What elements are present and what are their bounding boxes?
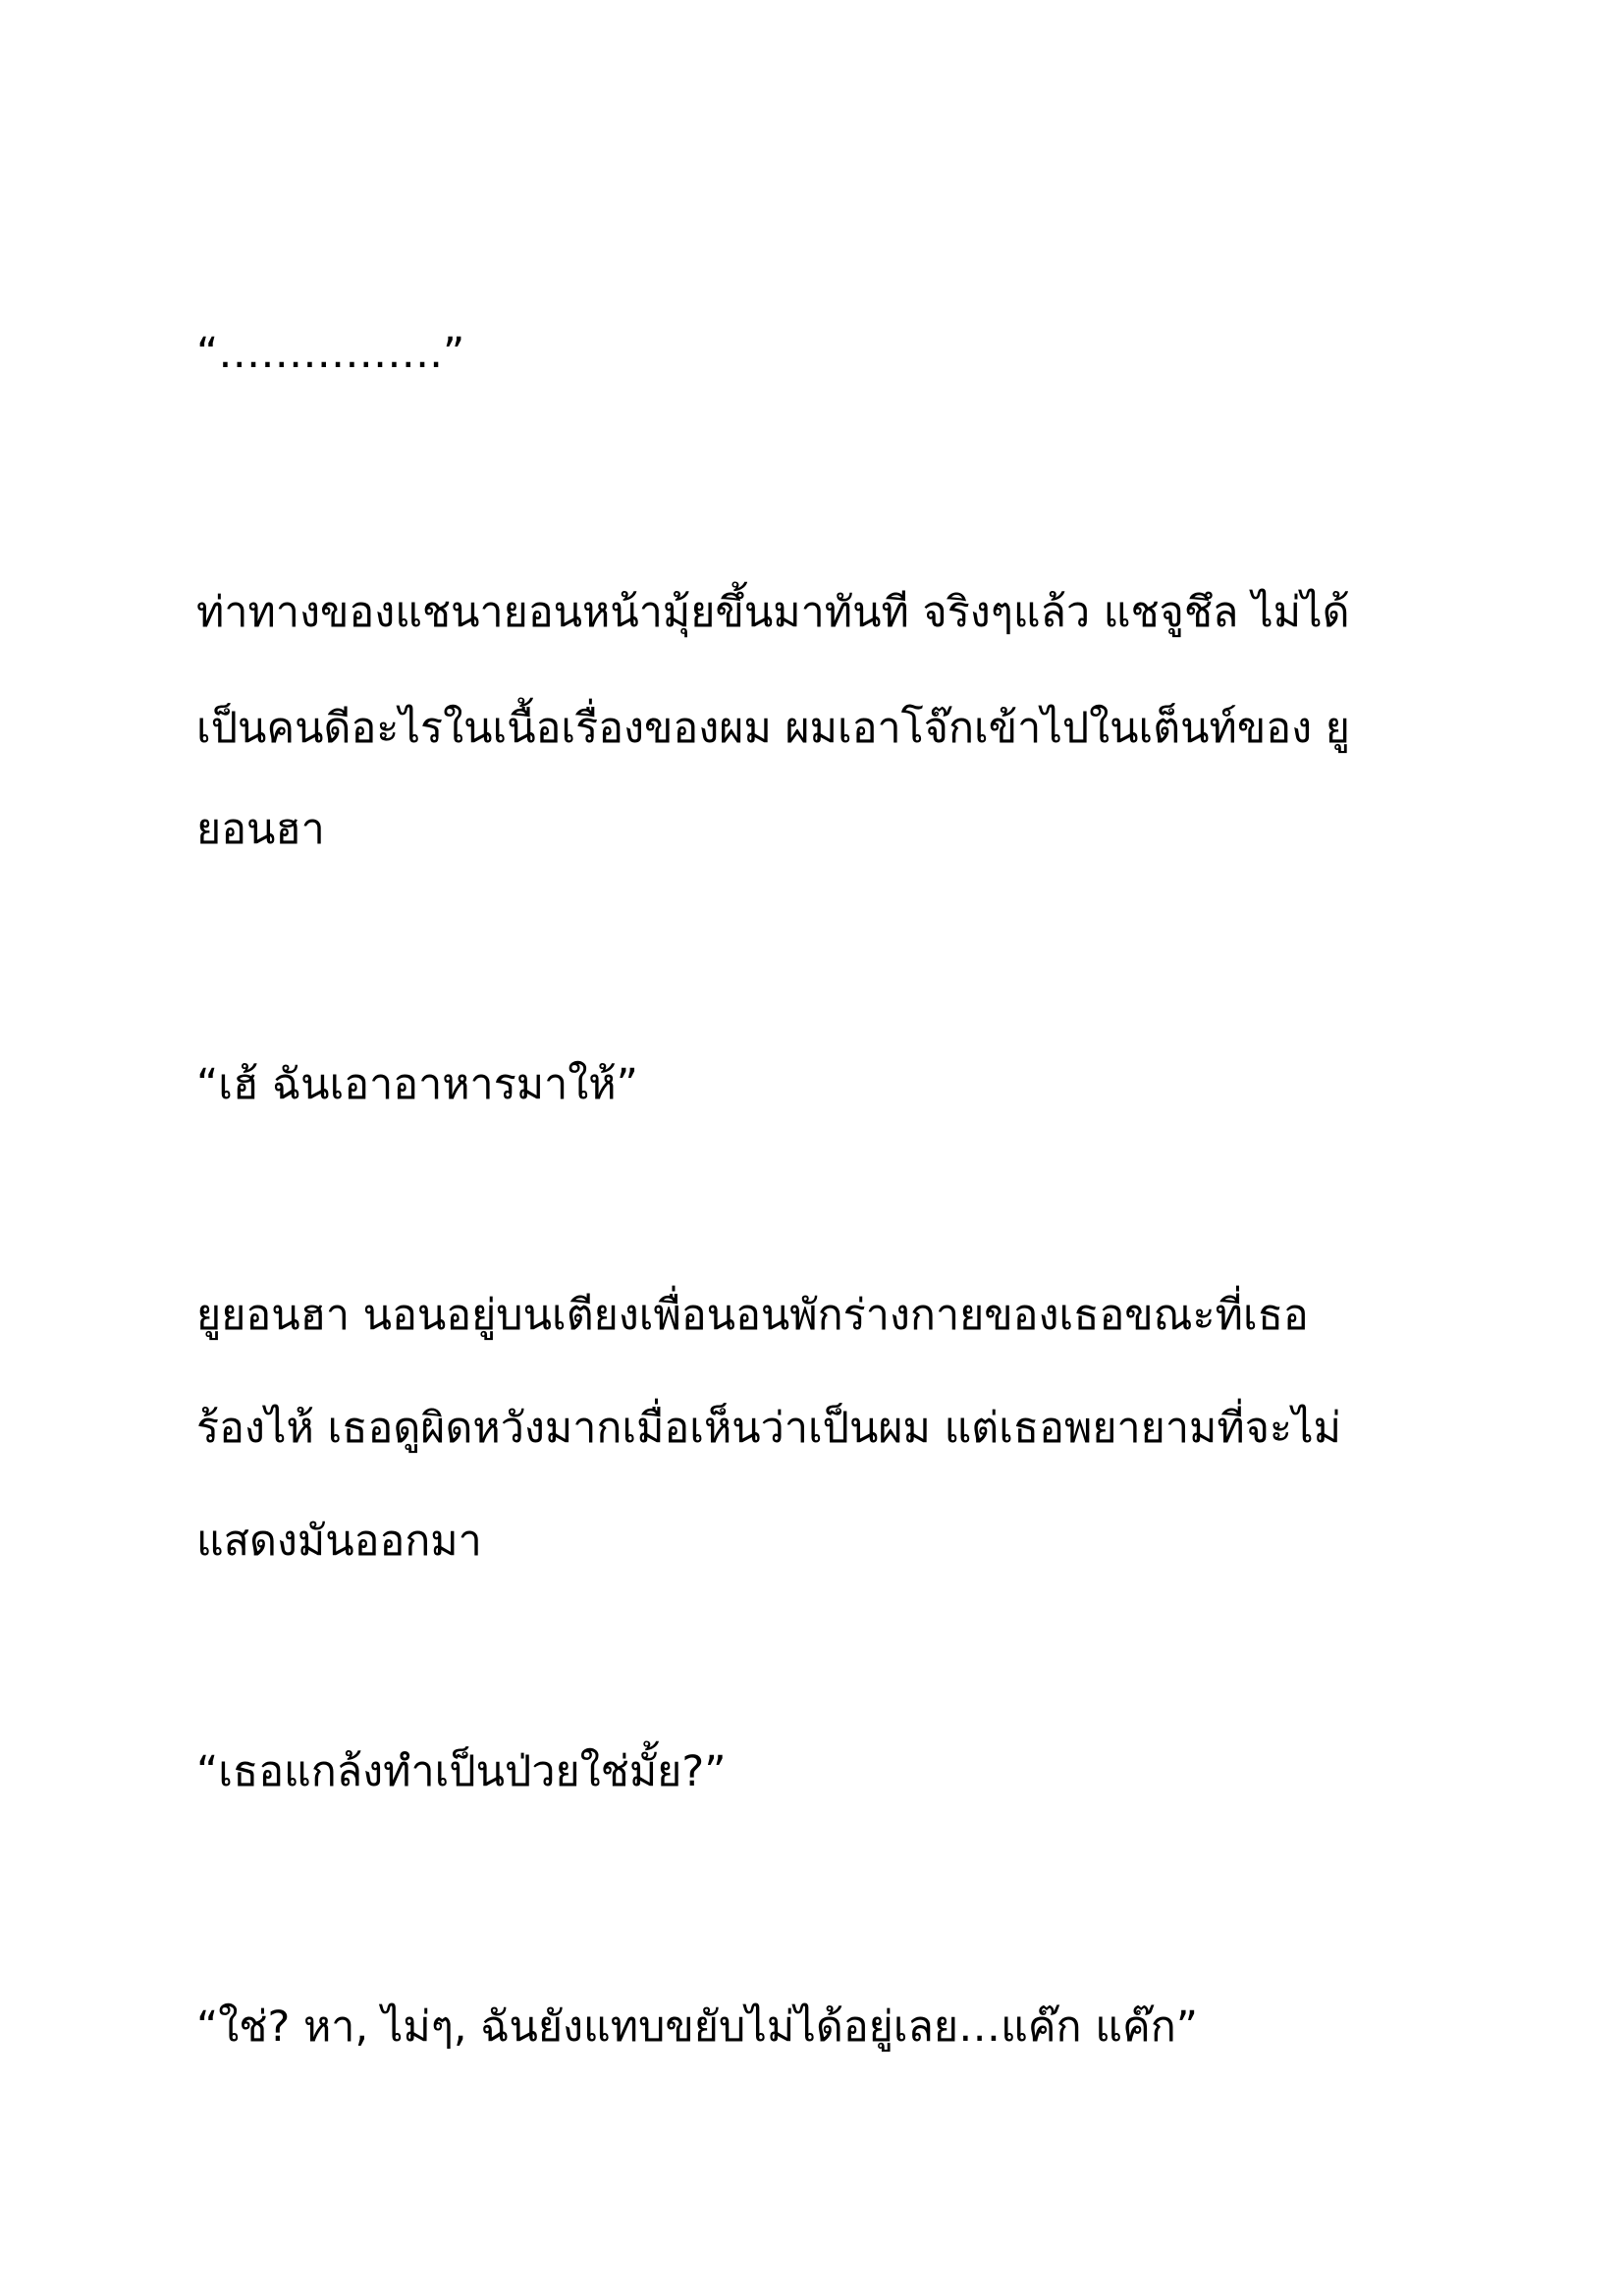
- paragraph-2-line-3: แสดงมันออกมา: [196, 1517, 482, 1566]
- paragraph-2-line-2: ร้องไห้ เธอดูผิดหวังมากเมื่อเห็นว่าเป็นผม แต่เธอพยายามที่จะไม่: [196, 1404, 1341, 1453]
- dialogue-line-pretending: “เธอแกล้งทำเป็นป่วยใช่มั้ย?”: [196, 1747, 727, 1796]
- paragraph-1-line-3: ยอนฮา: [196, 805, 325, 854]
- dialogue-line-food: “เฮ้ ฉันเอาอาหารมาให้”: [196, 1060, 638, 1109]
- dialogue-line-ellipsis: “…………….”: [196, 329, 465, 378]
- dialogue-line-reply: “ใช่? หา, ไม่ๆ, ฉันยังแทบขยับไม่ได้อยู่เลย…แค๊ก แค๊ก”: [196, 2002, 1199, 2052]
- paragraph-2-line-1: ยูยอนฮา นอนอยู่บนเตียงเพื่อนอนพักร่างกายของเธอขณะที่เธอ: [196, 1291, 1309, 1340]
- paragraph-1-line-1: ท่าทางของแชนายอนหน้ามุ้ยขึ้นมาทันที จริงๆแล้ว แชจูชึล ไม่ได้: [196, 588, 1350, 637]
- paragraph-1-line-2: เป็นคนดีอะไรในเนื้อเรื่องของผม ผมเอาโจ๊กเข้าไปในเต็นท์ของ ยู: [196, 704, 1350, 753]
